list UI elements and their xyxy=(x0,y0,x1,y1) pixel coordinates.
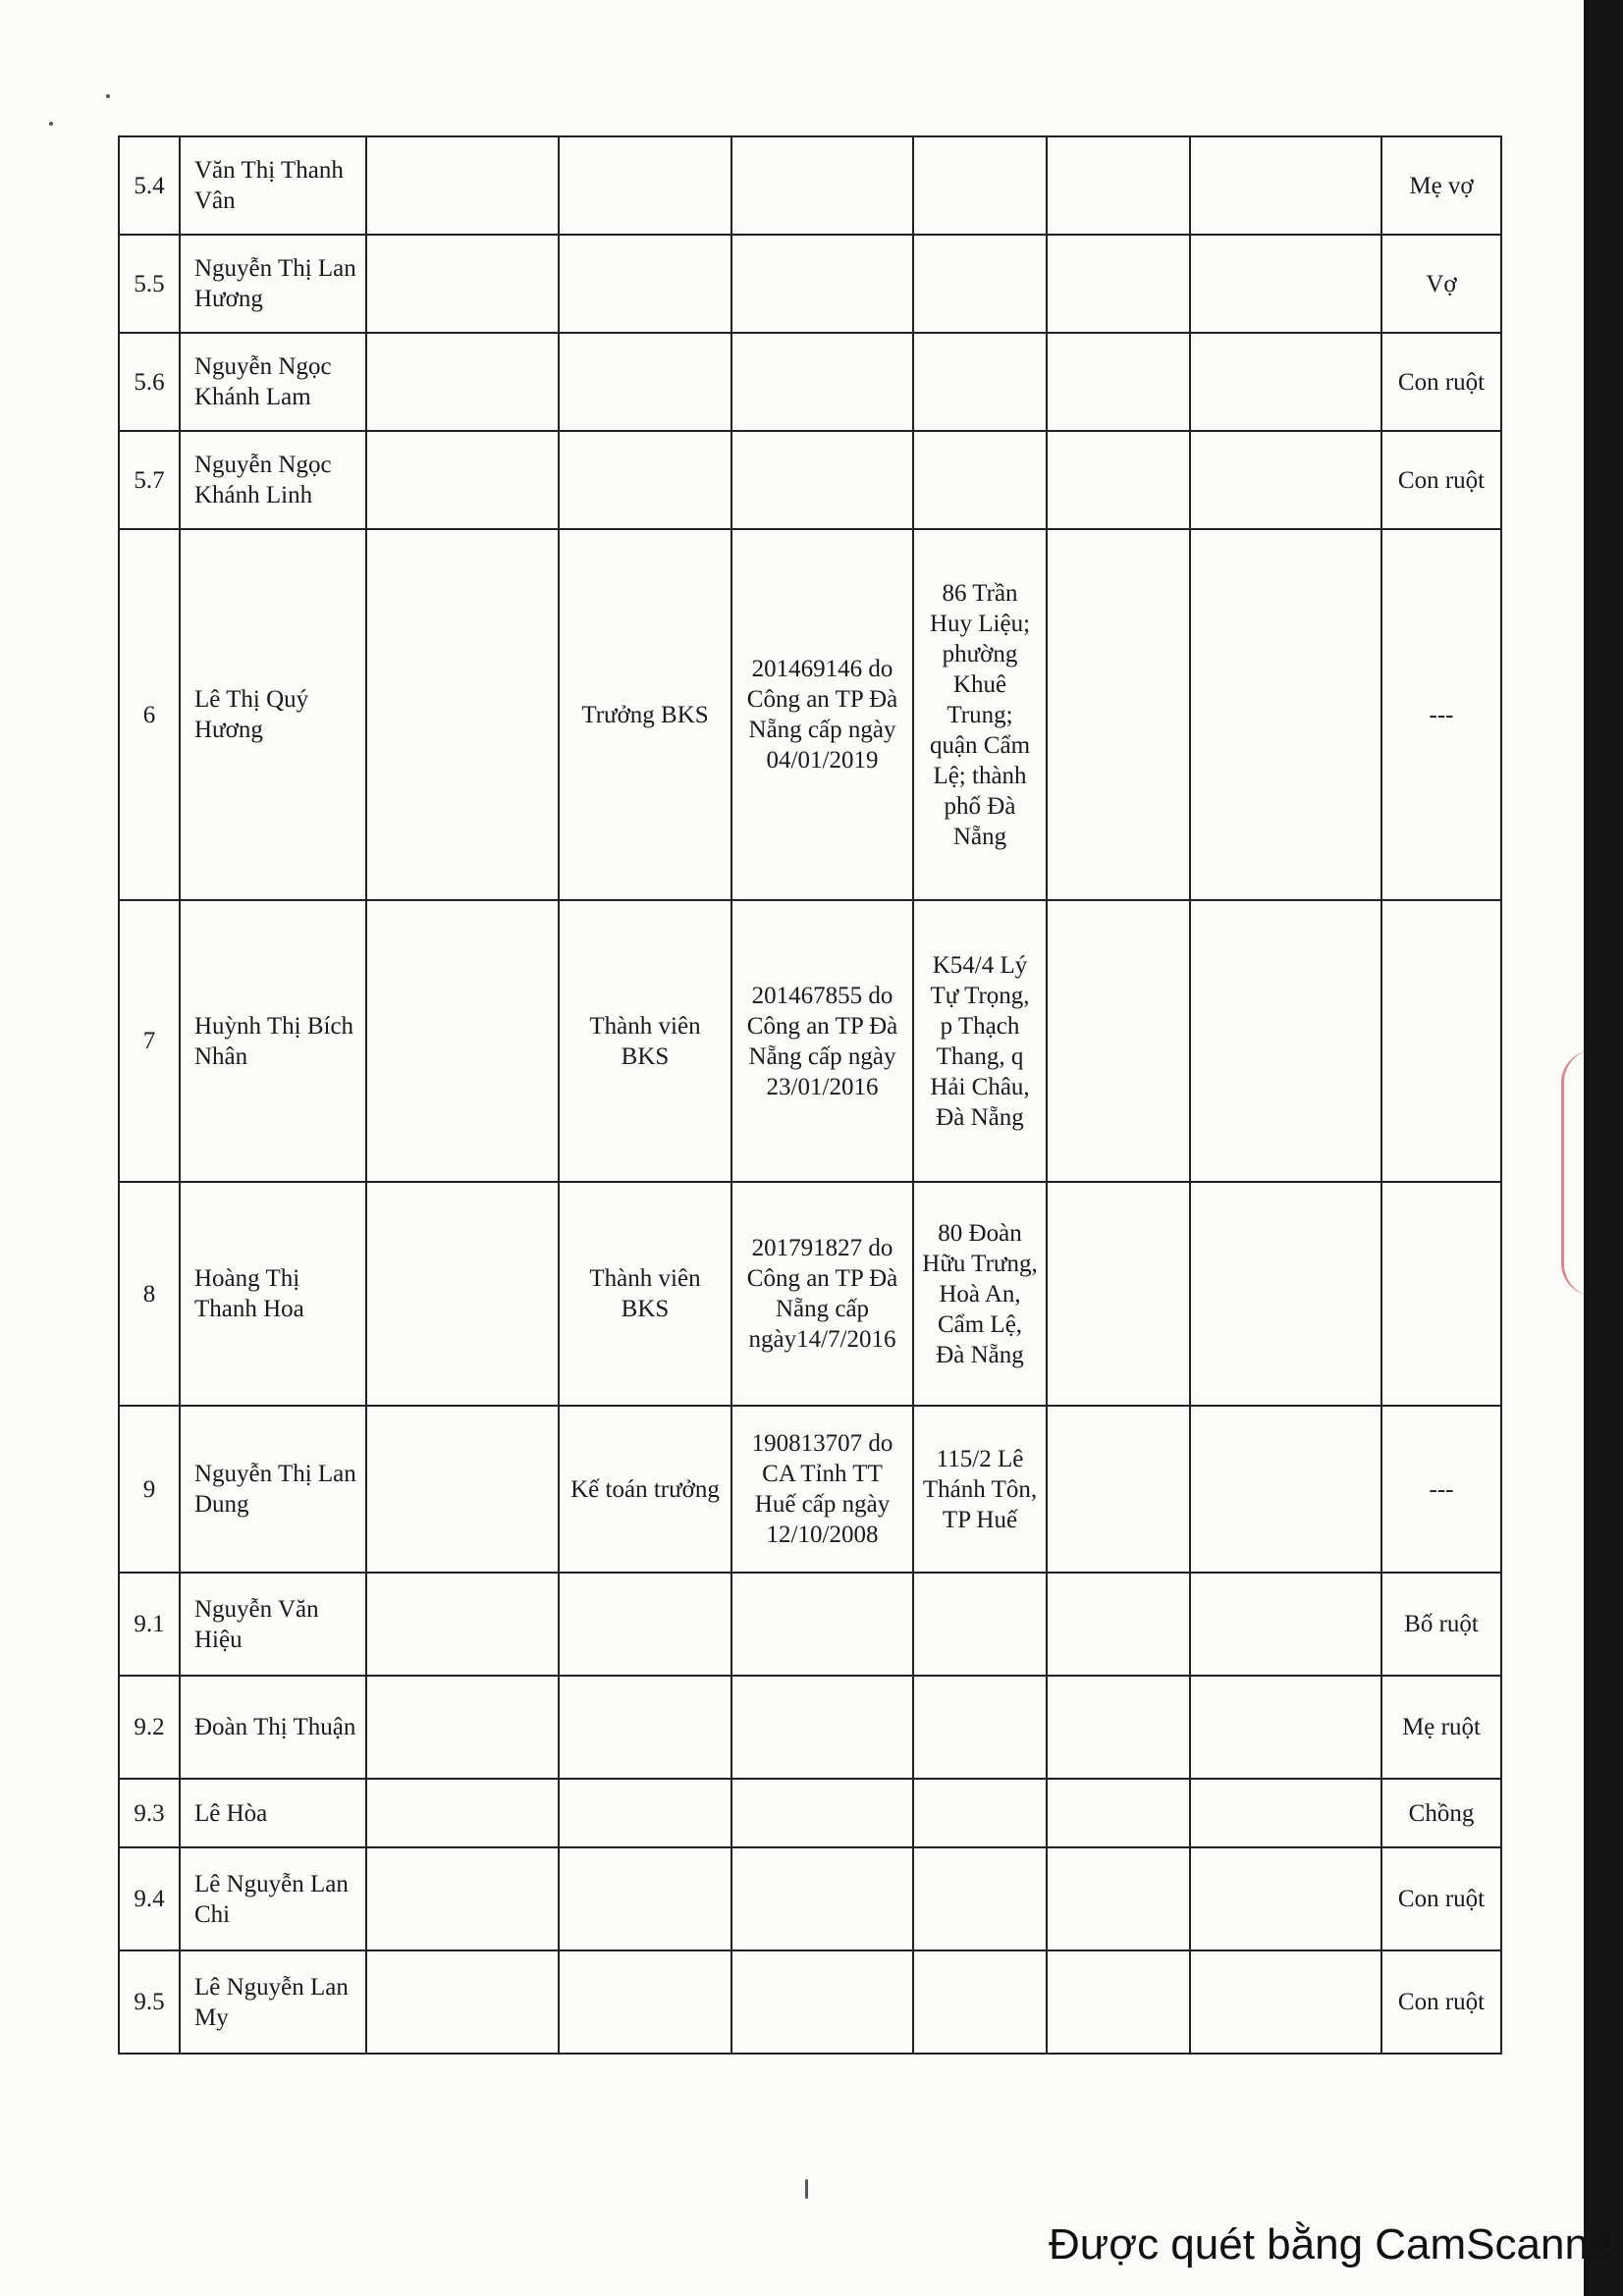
table-row xyxy=(119,235,1501,333)
name-cell: Lê Thị Quý Hương xyxy=(180,529,366,900)
name-cell: Nguyễn Thị Lan Dung xyxy=(180,1406,366,1573)
empty-cell xyxy=(1047,529,1190,900)
empty-cell xyxy=(366,235,559,333)
position-cell xyxy=(559,431,731,529)
address-cell xyxy=(913,333,1047,431)
empty-cell xyxy=(366,1182,559,1406)
empty-cell xyxy=(1047,333,1190,431)
id-info-cell xyxy=(731,1676,913,1779)
empty-cell xyxy=(1190,136,1381,235)
empty-cell xyxy=(1190,1779,1381,1847)
id-info-cell xyxy=(731,1573,913,1676)
empty-cell xyxy=(366,1950,559,2054)
position-cell: Thành viên BKS xyxy=(559,900,731,1182)
address-cell xyxy=(913,1950,1047,2054)
position-cell xyxy=(559,136,731,235)
stt-cell: 6 xyxy=(119,529,180,900)
empty-cell xyxy=(1047,1847,1190,1950)
related-persons-table-container xyxy=(118,135,1500,2055)
camscanner-watermark: Được quét bằng CamScanne xyxy=(1049,2220,1613,2269)
id-info-cell: 201469146 do Công an TP Đà Nẵng cấp ngày 04/01/2019 xyxy=(731,529,913,900)
empty-cell xyxy=(1190,431,1381,529)
address-cell xyxy=(913,1779,1047,1847)
name-cell: Đoàn Thị Thuận xyxy=(180,1676,366,1779)
empty-cell xyxy=(1047,1182,1190,1406)
empty-cell xyxy=(1190,1676,1381,1779)
id-info-cell xyxy=(731,136,913,235)
id-info-cell xyxy=(731,431,913,529)
empty-cell xyxy=(1190,900,1381,1182)
stt-cell: 5.6 xyxy=(119,333,180,431)
address-cell xyxy=(913,1676,1047,1779)
id-info-cell xyxy=(731,1950,913,2054)
scan-speck xyxy=(49,122,53,126)
empty-cell xyxy=(1190,333,1381,431)
stt-cell: 5.7 xyxy=(119,431,180,529)
position-cell xyxy=(559,1847,731,1950)
table-row xyxy=(119,1406,1501,1573)
id-info-cell xyxy=(731,333,913,431)
id-info-cell: 201467855 do Công an TP Đà Nẵng cấp ngày 23/01/2016 xyxy=(731,900,913,1182)
empty-cell xyxy=(366,1573,559,1676)
name-cell: Nguyễn Ngọc Khánh Lam xyxy=(180,333,366,431)
address-cell: 86 Trần Huy Liệu; phường Khuê Trung; quận Cẩm Lệ; thành phố Đà Nẵng xyxy=(913,529,1047,900)
name-cell: Lê Hòa xyxy=(180,1779,366,1847)
name-cell: Văn Thị Thanh Vân xyxy=(180,136,366,235)
stt-cell: 9 xyxy=(119,1406,180,1573)
relation-cell: Vợ xyxy=(1381,235,1501,333)
position-cell xyxy=(559,333,731,431)
position-cell: Trưởng BKS xyxy=(559,529,731,900)
table-body xyxy=(119,136,1501,2054)
address-cell xyxy=(913,136,1047,235)
related-persons-table xyxy=(118,135,1502,2055)
relation-cell: Con ruột xyxy=(1381,1847,1501,1950)
empty-cell xyxy=(366,1779,559,1847)
table-row xyxy=(119,333,1501,431)
relation-cell: Bố ruột xyxy=(1381,1573,1501,1676)
id-info-cell xyxy=(731,235,913,333)
empty-cell xyxy=(1047,1676,1190,1779)
empty-cell xyxy=(1190,1182,1381,1406)
address-cell xyxy=(913,1847,1047,1950)
position-cell xyxy=(559,235,731,333)
relation-cell: --- xyxy=(1381,529,1501,900)
empty-cell xyxy=(366,900,559,1182)
table-row xyxy=(119,136,1501,235)
stt-cell: 9.5 xyxy=(119,1950,180,2054)
stt-cell: 9.4 xyxy=(119,1847,180,1950)
empty-cell xyxy=(1047,1950,1190,2054)
table-row xyxy=(119,1950,1501,2054)
position-cell: Kế toán trưởng xyxy=(559,1406,731,1573)
empty-cell xyxy=(1190,529,1381,900)
table-row xyxy=(119,529,1501,900)
name-cell: Lê Nguyễn Lan Chi xyxy=(180,1847,366,1950)
stt-cell: 9.2 xyxy=(119,1676,180,1779)
empty-cell xyxy=(366,431,559,529)
empty-cell xyxy=(366,1847,559,1950)
relation-cell: Con ruột xyxy=(1381,333,1501,431)
address-cell xyxy=(913,235,1047,333)
position-cell xyxy=(559,1779,731,1847)
name-cell: Nguyễn Ngọc Khánh Linh xyxy=(180,431,366,529)
address-cell: K54/4 Lý Tự Trọng, p Thạch Thang, q Hải Châu, Đà Nẵng xyxy=(913,900,1047,1182)
empty-cell xyxy=(366,529,559,900)
name-cell: Nguyễn Văn Hiệu xyxy=(180,1573,366,1676)
stt-cell: 5.4 xyxy=(119,136,180,235)
id-info-cell: 190813707 do CA Tỉnh TT Huế cấp ngày 12/10/2008 xyxy=(731,1406,913,1573)
empty-cell xyxy=(1190,1950,1381,2054)
name-cell: Hoàng Thị Thanh Hoa xyxy=(180,1182,366,1406)
address-cell: 115/2 Lê Thánh Tôn, TP Huế xyxy=(913,1406,1047,1573)
empty-cell xyxy=(1190,1847,1381,1950)
table-row xyxy=(119,1182,1501,1406)
stt-cell: 5.5 xyxy=(119,235,180,333)
position-cell xyxy=(559,1676,731,1779)
table-row xyxy=(119,1573,1501,1676)
relation-cell: --- xyxy=(1381,1406,1501,1573)
relation-cell xyxy=(1381,900,1501,1182)
relation-cell: Mẹ vợ xyxy=(1381,136,1501,235)
empty-cell xyxy=(1047,1779,1190,1847)
table-row xyxy=(119,1676,1501,1779)
address-cell: 80 Đoàn Hữu Trưng, Hoà An, Cẩm Lệ, Đà Nẵng xyxy=(913,1182,1047,1406)
empty-cell xyxy=(1047,431,1190,529)
address-cell xyxy=(913,1573,1047,1676)
empty-cell xyxy=(366,333,559,431)
position-cell xyxy=(559,1573,731,1676)
stt-cell: 9.3 xyxy=(119,1779,180,1847)
relation-cell: Con ruột xyxy=(1381,1950,1501,2054)
table-row xyxy=(119,1847,1501,1950)
relation-cell: Chồng xyxy=(1381,1779,1501,1847)
empty-cell xyxy=(1190,1573,1381,1676)
position-cell: Thành viên BKS xyxy=(559,1182,731,1406)
id-info-cell xyxy=(731,1779,913,1847)
scan-speck xyxy=(805,2179,808,2199)
name-cell: Lê Nguyễn Lan My xyxy=(180,1950,366,2054)
empty-cell xyxy=(366,1406,559,1573)
address-cell xyxy=(913,431,1047,529)
position-cell xyxy=(559,1950,731,2054)
name-cell: Nguyễn Thị Lan Hương xyxy=(180,235,366,333)
name-cell: Huỳnh Thị Bích Nhân xyxy=(180,900,366,1182)
relation-cell xyxy=(1381,1182,1501,1406)
empty-cell xyxy=(366,136,559,235)
empty-cell xyxy=(1190,235,1381,333)
empty-cell xyxy=(1047,1573,1190,1676)
empty-cell xyxy=(1047,1406,1190,1573)
table-row xyxy=(119,1779,1501,1847)
table-row xyxy=(119,431,1501,529)
empty-cell xyxy=(1047,136,1190,235)
empty-cell xyxy=(1047,235,1190,333)
red-stamp-fragment xyxy=(1561,1050,1594,1296)
empty-cell xyxy=(1190,1406,1381,1573)
stt-cell: 8 xyxy=(119,1182,180,1406)
relation-cell: Mẹ ruột xyxy=(1381,1676,1501,1779)
stt-cell: 9.1 xyxy=(119,1573,180,1676)
id-info-cell xyxy=(731,1847,913,1950)
table-row xyxy=(119,900,1501,1182)
stt-cell: 7 xyxy=(119,900,180,1182)
id-info-cell: 201791827 do Công an TP Đà Nẵng cấp ngày14/7/2016 xyxy=(731,1182,913,1406)
relation-cell: Con ruột xyxy=(1381,431,1501,529)
empty-cell xyxy=(1047,900,1190,1182)
scan-speck xyxy=(106,94,110,98)
empty-cell xyxy=(366,1676,559,1779)
